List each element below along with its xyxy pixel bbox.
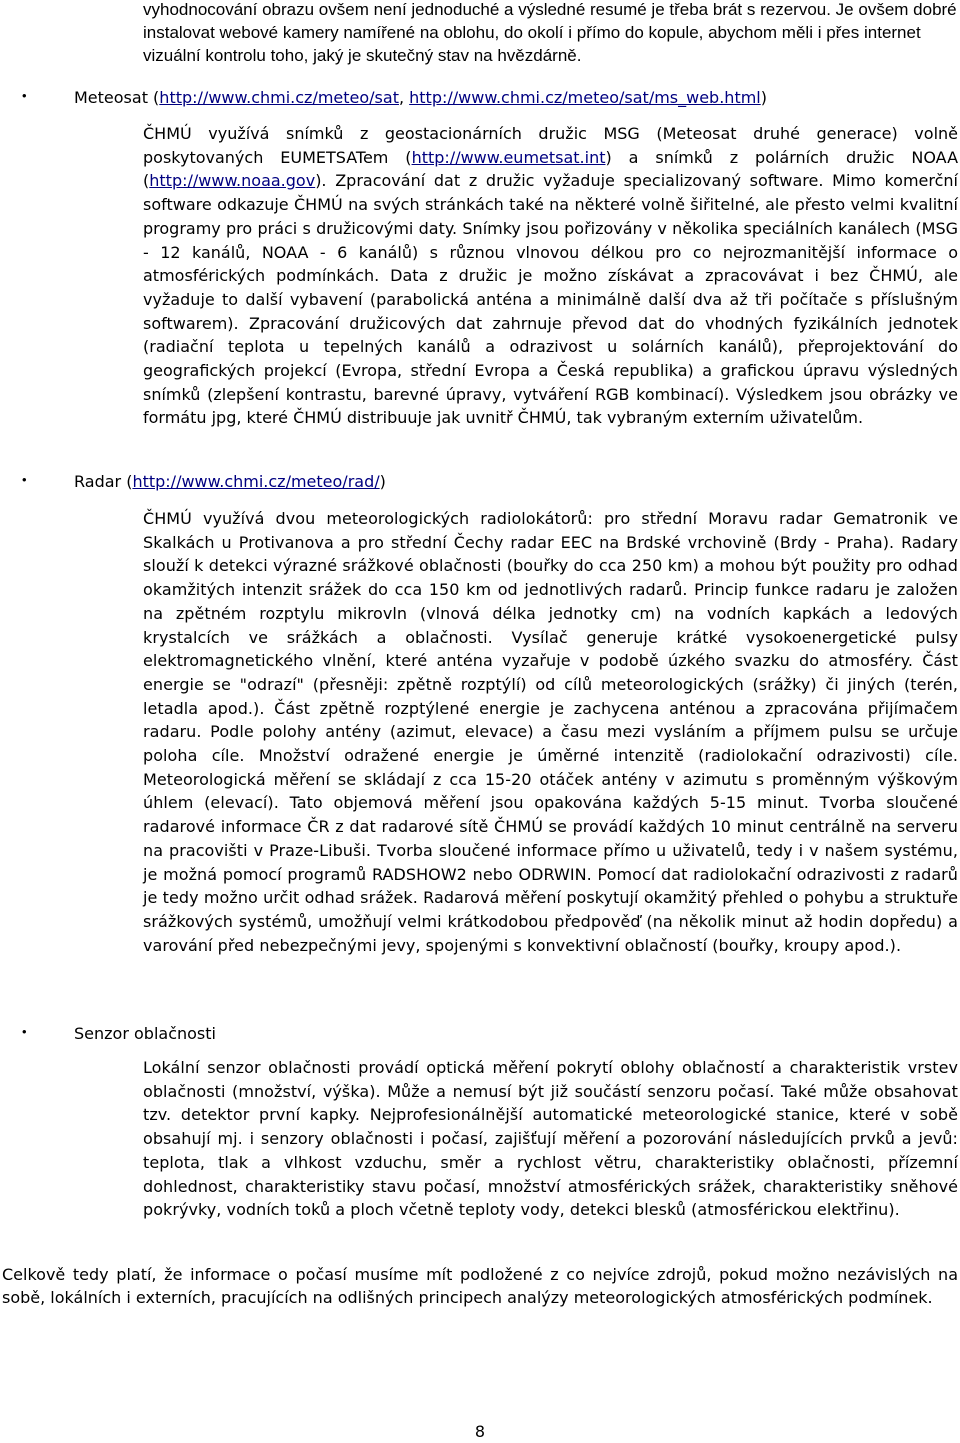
ms-web-link[interactable]: http://www.chmi.cz/meteo/sat/ms_web.html [409, 88, 761, 107]
paren-close: ) [760, 88, 767, 107]
noaa-link[interactable]: http://www.noaa.gov [149, 171, 316, 191]
bullet-icon: • [22, 88, 27, 103]
page-number: 8 [474, 1422, 486, 1441]
paren-open: ( [121, 472, 133, 491]
link-separator: , [398, 88, 410, 107]
eumetsat-link[interactable]: http://www.eumetsat.int [411, 147, 606, 167]
section-heading [74, 86, 954, 109]
section-title: Senzor oblačnosti [74, 1024, 216, 1043]
body-text: ČHMÚ využívá snímků z geostacionárních družic MSG (Meteosat druhé generace) volně poskytovaných EUMETSATem ( [143, 124, 958, 167]
meteo-sat-link[interactable]: http://www.chmi.cz/meteo/sat [159, 88, 399, 107]
section-body: ČHMÚ využívá dvou meteorologických radiolokátorů: pro střední Moravu radar Gematronik ve Skalkách u Protivanova a pro střední Čechy radar EEC na Brdské vrchovině (Brdy - Praha). Radary slouží k detekci výrazné srážkové oblačnosti (bouřky do cca 250 km) a mohou být použity pro odhad okamžitých intenzit srážek do cca 150 km od jednotlivých radarů. Princip funkce radaru je založen na zpětném rozptylu mikrovln (vlnová délka jednotky cm) na vodních kapkách a ledových krystalcích ve srážkách a oblačnosti. Vysílač generuje krátké vysokoenergetické pulsy elektromagnetického vlnění, které anténa vyzařuje v podobě úzkého svazku do atmosféry. Část energie se "odrazí" (přesněji: zpětně rozptýlí) od cílů meteorologických (srážky) či jiných (terén, letadla apod.). Část zpětně rozptýlené energie je zachycena anténou a zpracována přijímačem radaru. Podle polohy antény (azimut, elevace) a času mezi vysláním a příjmem pulsu se určuje poloha cíle. Množství odražené energie je úměrné intenzitě (radiolokační odrazivosti) cíle. Meteorologická měření se skládají z cca 15-20 otáček antény v azimutu s proměnným výškovým úhlem (elevací). Tato objemová měření jsou opakována každých 5-15 minut. Tvorba sloučené radarové informace ČR z dat radarové sítě ČHMÚ se provádí každých 10 minut centrálně na serveru na pracovišti v Praze-Libuši. Tvorba sloučené informace přímo u uživatelů, tedy i v našem systému, je možná pomocí programů RADSHOW2 nebo ODRWIN. Pomocí dat radiolokační odrazivosti z radarů je tedy možno určit odhad srážek. Radarová měření poskytují okamžitý přehled o pohybu a struktuře srážkových systémů, umožňují velmi krátkodobou předpověď (na několik minut až hodin dopředu) a varování před nebezpečnými jevy, spojenými s konvektivní oblačností (bouřky, kroupy apod.). [143, 509, 958, 955]
conclusion-paragraph: Celkově tedy platí, že informace o počasí musíme mít podložené z co nejvíce zdrojů, pokud možno nezávislých na sobě, lokálních i externích, pracujících na odlišných principech analýzy meteorologických atmosférických podmínek. [2, 1265, 958, 1307]
bullet-icon: • [22, 1024, 27, 1039]
section-heading [74, 470, 954, 493]
intro-paragraph: vyhodnocování obrazu ovšem není jednoduché a výsledné resumé je třeba brát s rezervou. Je ovšem dobré instalovat webové kamery namířené na oblohu, do okolí i přímo do kopule, abychom měli i přes internet vizuální kontrolu toho, jaký je skutečný stav na hvězdárně. [143, 0, 957, 65]
section-body [143, 122, 958, 430]
section-heading [74, 1022, 954, 1045]
paren-close: ) [379, 472, 386, 491]
body-text: ) a snímků z polárních družic NOAA ( [143, 147, 959, 191]
body-text: ). Zpracování dat z družic vyžaduje specializovaný software. Mimo komerční software odkazuje ČHMÚ na svých stránkách také na některé volně šiřitelné, ale přesto velmi kvalitní programy pro práci s družicovými daty. Snímky jsou pořizovány v několika speciálních kanálech (MSG - 12 kanálů, NOAA - 6 kanálů) s různou vlnovou délkou pro co nejrozmanitější informace o atmosférických podmínkách. Data z družic je možno získávat a zpracovávat i bez ČHMÚ, ale vyžaduje to další vybavení (parabolická anténa a minimálně další dva až tři počítače s příslušným softwarem). Zpracování družicových dat zahrnuje převod dat do vhodných fyzikálních jednotek (radiační teplota u tepelných kanálů a odrazivost u solárních kanálů), přeprojektování do geografických projekcí (Evropa, střední Evropa a Česká republika) a grafickou úpravu výsledných snímků (zlepšení kontrastu, barevné úpravy, vytváření RGB kombinací). Výsledkem jsou obrázky ve formátu jpg, které ČHMÚ distribuuje jak uvnitř ČHMÚ, tak vybraným externím uživatelům. [143, 171, 958, 428]
section-title: Radar [74, 472, 122, 491]
section-title: Meteosat [74, 88, 148, 107]
meteo-rad-link[interactable]: http://www.chmi.cz/meteo/rad/ [132, 472, 380, 491]
section-body: Lokální senzor oblačnosti provádí optická měření pokrytí oblohy oblačností a charakteristik vrstev oblačnosti (množství, výška). Může a nemusí být již součástí senzoru počasí. Také může obsahovat tzv. detektor první kapky. Nejprofesionálnější automatické meteorologické stanice, které v sobě obsahují mj. i senzory oblačnosti i počasí, zajišťují měření a pozorování následujících prvků a jevů: teplota, tlak a vlhkost vzduchu, směr a rychlost větru, charakteristiky oblačnosti, přízemní dohlednost, charakteristiky stavu počasí, množství atmosférických srážek, charakteristiky sněhové pokrývky, vodních toků a ploch včetně teploty vody, detekci blesků (atmosférickou elektřinu). [143, 1058, 958, 1220]
paren-open: ( [147, 88, 160, 107]
bullet-icon: • [22, 472, 27, 487]
